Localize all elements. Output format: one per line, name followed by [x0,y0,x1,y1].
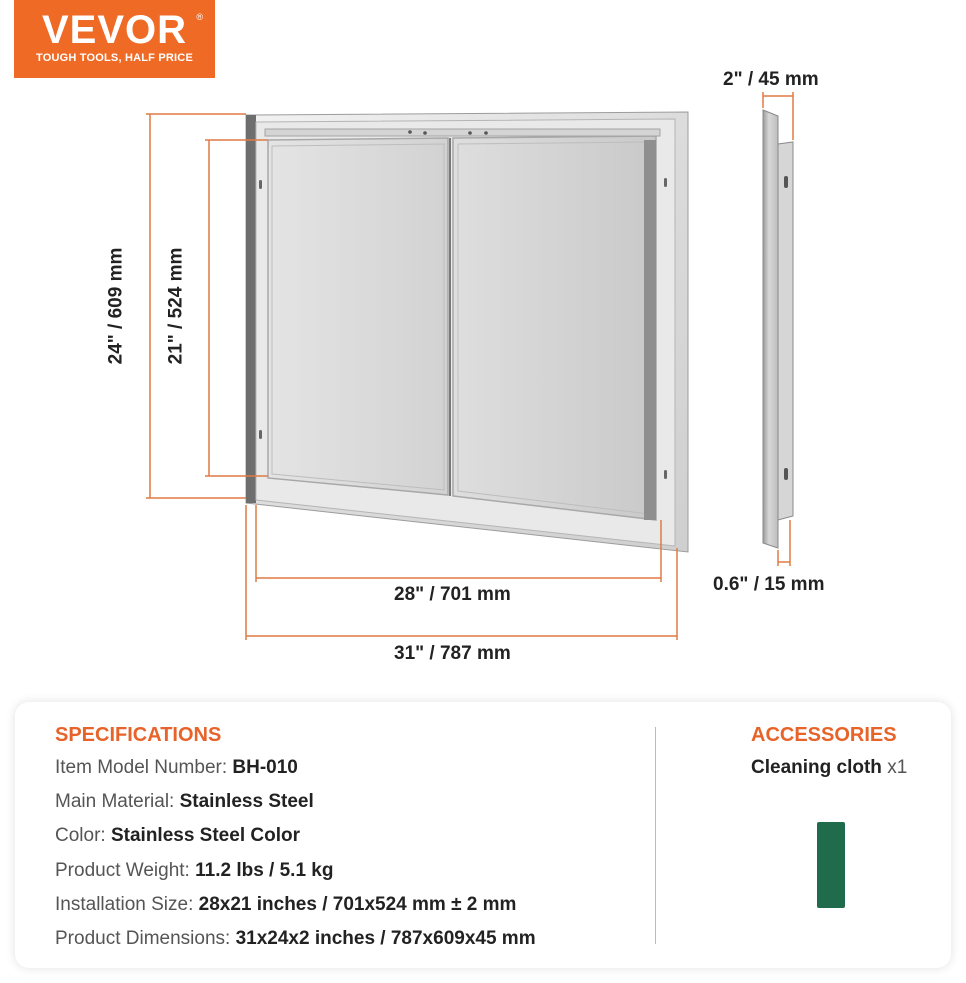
spec-row [55,860,333,882]
spec-row [55,791,314,813]
spec-value: Stainless Steel Color [110,825,300,846]
spec-label: Installation Size: [55,894,194,915]
cleaning-cloth-image [817,822,845,908]
logo-tagline: TOUGH TOOLS, HALF PRICE [36,52,193,64]
logo-brand: VEVOR [41,8,188,52]
spec-label: Product Weight: [55,860,190,881]
flange-dimension-label: 0.6" / 15 mm [713,574,825,595]
spec-value: 31x24x2 inches / 787x609x45 mm [235,928,536,949]
spec-label: Product Dimensions: [55,928,231,949]
accessory-quantity: x1 [887,757,908,778]
specifications-heading: SPECIFICATIONS [55,724,222,746]
side-profile [763,110,793,548]
left-door [268,138,448,495]
accessory-item [751,757,907,779]
accessories-heading: ACCESSORIES [751,724,897,746]
spec-label: Main Material: [55,791,175,812]
outer-height-dimension-label: 24" / 609 mm [105,247,127,365]
spec-label: Item Model Number: [55,757,228,778]
inner-height-dimension-label: 21" / 524 mm [165,247,187,365]
spec-label: Color: [55,825,106,846]
depth-dimension-label: 2" / 45 mm [723,69,819,90]
spec-row [55,825,300,847]
card-divider [655,727,656,944]
spec-value: 11.2 lbs / 5.1 kg [195,860,334,881]
specs-card [15,702,951,968]
spec-value: Stainless Steel [179,791,314,812]
logo-registered-mark: ® [196,12,203,22]
spec-value: BH-010 [232,757,298,778]
spec-row [55,757,298,779]
spec-row [55,894,516,916]
outer-width-dimension-label: 31" / 787 mm [394,643,511,664]
spec-value: 28x21 inches / 701x524 mm ± 2 mm [198,894,517,915]
right-door [453,136,656,520]
inner-width-dimension-label: 28" / 701 mm [394,584,511,605]
spec-row [55,928,536,950]
accessory-name: Cleaning cloth [751,757,882,778]
